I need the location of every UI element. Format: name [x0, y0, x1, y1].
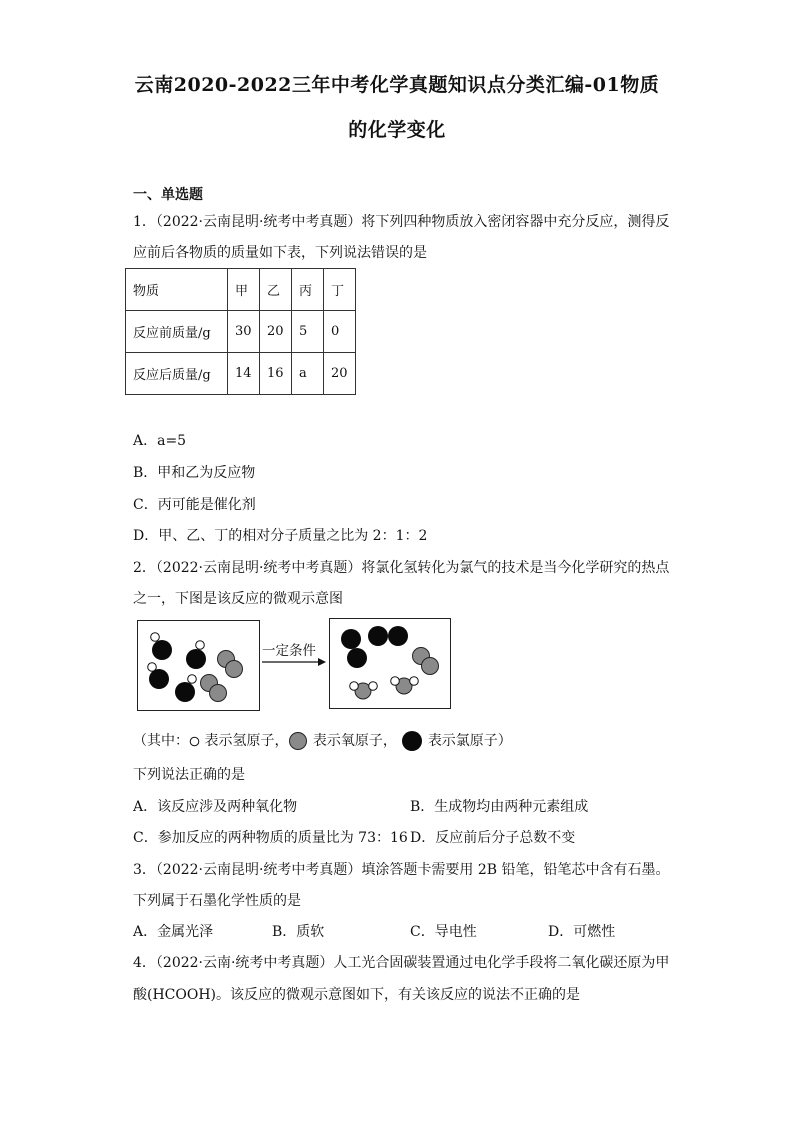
- o-atom-icon: [288, 731, 308, 751]
- reaction-arrow-icon: [260, 656, 328, 668]
- table-cell: 反应前质量/g: [126, 311, 228, 353]
- o-atom: [226, 661, 243, 678]
- q2-option-a[interactable]: A．该反应涉及两种氧化物: [133, 799, 298, 815]
- q4-stem-line1: 4．（2022·云南·统考中考真题）人工光合固碳装置通过电化学手段将二氧化碳还原为甲: [133, 955, 670, 971]
- h-atom: [350, 682, 359, 691]
- q1-mass-table: [125, 268, 356, 395]
- cl-atom: [186, 649, 206, 669]
- q3-option-d[interactable]: D．可燃性: [548, 924, 616, 940]
- q1-stem-line1: 1．（2022·云南昆明·统考中考真题）将下列四种物质放入密闭容器中充分反应，测得反: [133, 214, 670, 230]
- legend-o-text: 表示氧原子，: [312, 733, 397, 749]
- cl-atom: [152, 640, 172, 660]
- q2-legend: [133, 730, 512, 752]
- h-atom: [148, 663, 157, 672]
- q4-stem-line2: 酸(HCOOH)。该反应的微观示意图如下，有关该反应的说法不正确的是: [133, 987, 581, 1003]
- table-cell: 甲: [228, 269, 260, 311]
- table-row: [126, 311, 356, 353]
- cl-atom: [368, 626, 388, 646]
- legend-cl-text: 表示氯原子）: [427, 733, 512, 749]
- q1-option-a[interactable]: A．a=5: [133, 433, 187, 449]
- table-cell: 30: [228, 311, 260, 353]
- table-cell: 丁: [324, 269, 356, 311]
- table-cell: 5: [292, 311, 324, 353]
- products-diagram: [329, 618, 451, 709]
- table-cell: 物质: [126, 269, 228, 311]
- cl-atom: [175, 682, 195, 702]
- h-atom-icon: [189, 736, 200, 747]
- table-row: [126, 353, 356, 395]
- q1-stem-line2: 应前后各物质的质量如下表，下列说法错误的是: [133, 245, 427, 261]
- h-atom: [151, 633, 160, 642]
- q2-option-b[interactable]: B．生成物均由两种元素组成: [410, 799, 589, 815]
- table-cell: 16: [260, 353, 292, 395]
- q1-option-c[interactable]: C．丙可能是催化剂: [133, 497, 256, 513]
- cl-atom-icon: [401, 730, 423, 752]
- q2-prompt: 下列说法正确的是: [133, 767, 245, 783]
- cl-atom: [341, 629, 361, 649]
- section-heading: 一、单选题: [133, 187, 203, 203]
- h-atom: [188, 675, 197, 684]
- table-cell: 20: [260, 311, 292, 353]
- table-cell: 乙: [260, 269, 292, 311]
- reactants-diagram: [137, 620, 260, 711]
- doc-title-line2: 的化学变化: [348, 119, 446, 141]
- table-cell: 20: [324, 353, 356, 395]
- table-cell: 丙: [292, 269, 324, 311]
- reactant-molecules: [138, 621, 259, 710]
- q2-stem-line1: 2．（2022·云南昆明·统考中考真题）将氯化氢转化为氯气的技术是当今化学研究的热点: [133, 560, 670, 576]
- q3-stem-line1: 3．（2022·云南昆明·统考中考真题）填涂答题卡需要用 2B 铅笔，铅笔芯中含有石墨。: [133, 862, 670, 878]
- o-atom: [210, 685, 227, 702]
- legend-prefix: （其中：: [133, 733, 189, 749]
- h-atom: [391, 677, 400, 686]
- table-header-row: [126, 269, 356, 311]
- q3-option-b[interactable]: B．质软: [272, 924, 325, 940]
- cl-atom: [149, 669, 169, 689]
- q3-option-a[interactable]: A．金属光泽: [133, 924, 214, 940]
- q2-option-d[interactable]: D．反应前后分子总数不变: [410, 830, 576, 846]
- h-atom: [410, 677, 419, 686]
- q2-option-c[interactable]: C．参加反应的两种物质的质量比为 73：16: [133, 830, 408, 846]
- cl-atom: [388, 626, 408, 646]
- h-atom: [196, 641, 205, 650]
- table-cell: 14: [228, 353, 260, 395]
- q3-option-c[interactable]: C．导电性: [410, 924, 477, 940]
- h-atom: [369, 682, 378, 691]
- reaction-condition-label: 一定条件: [262, 643, 316, 659]
- doc-title-line1: 云南2020-2022三年中考化学真题知识点分类汇编-01物质: [134, 74, 660, 96]
- table-cell: a: [292, 353, 324, 395]
- legend-h-text: 表示氢原子，: [204, 733, 289, 749]
- product-molecules: [330, 619, 450, 708]
- q1-option-b[interactable]: B．甲和乙为反应物: [133, 465, 256, 481]
- table-cell: 0: [324, 311, 356, 353]
- q3-stem-line2: 下列属于石墨化学性质的是: [133, 893, 301, 909]
- q1-option-d[interactable]: D．甲、乙、丁的相对分子质量之比为 2：1：2: [133, 528, 428, 544]
- o-atom: [422, 658, 439, 675]
- cl-atom: [347, 648, 367, 668]
- q2-stem-line2: 之一，下图是该反应的微观示意图: [133, 591, 343, 607]
- table-cell: 反应后质量/g: [126, 353, 228, 395]
